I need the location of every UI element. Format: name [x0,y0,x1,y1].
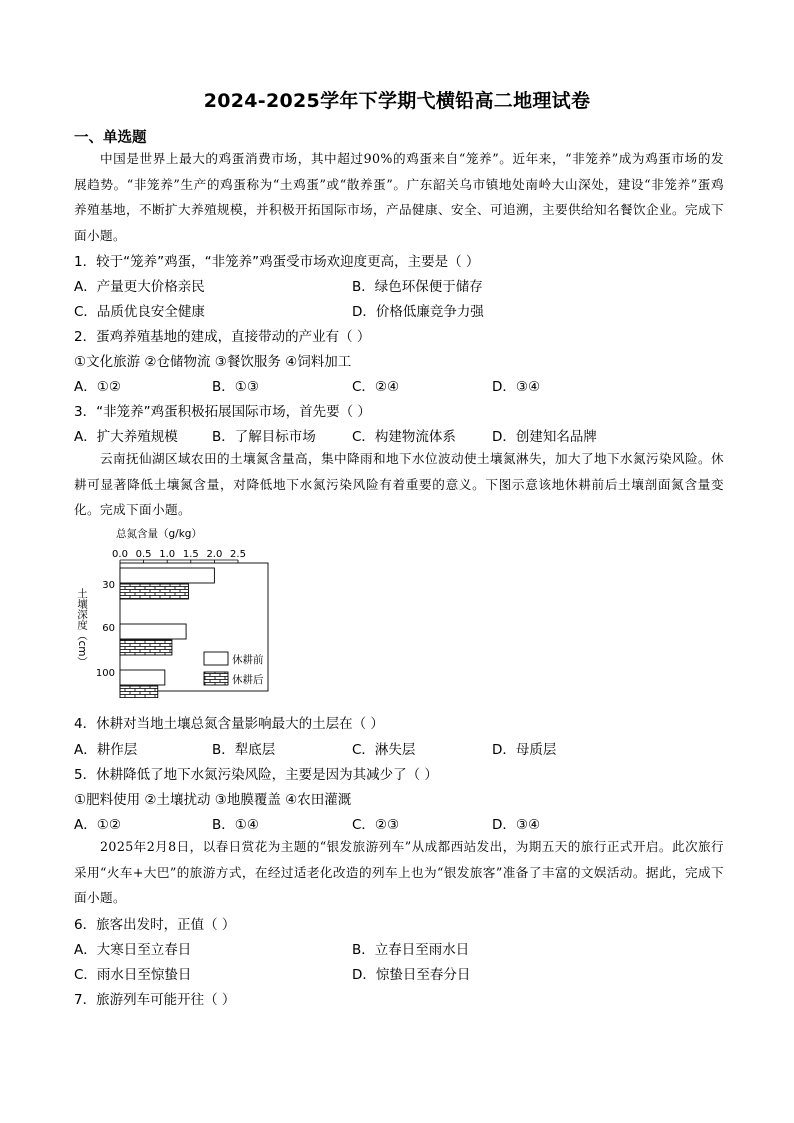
x-tick-label: 1.5 [182,549,199,560]
question-4-stem: 4．休耕对当地土壤总氮含量影响最大的土层在（ ） [74,716,384,732]
legend-label-after: 休耕后 [232,674,264,686]
question-6-stem: 6．旅客出发时，正值（ ） [74,917,236,933]
question-6-option-a[interactable]: A．大寒日至立春日 [74,942,192,958]
question-2-option-a[interactable]: A．①② [74,379,121,395]
x-tick-label: 2.5 [230,549,246,560]
x-tick-label: 0.0 [112,549,128,560]
question-2-option-d[interactable]: D．③④ [492,379,541,395]
question-5-option-d[interactable]: D．③④ [492,817,541,833]
bar-before-depth-60 [120,624,186,639]
bar-before-depth-30 [120,568,214,583]
passage-soil-nitrogen: 云南抚仙湖区域农田的土壤氮含量高，集中降雨和地下水位波动使土壤氮淋失，加大了地下水氮污染风险。休耕可显著降低土壤氮含量，对降低地下水氮污染风险有着重要的意义。下图示意该地休耕前后土壤剖面氮含量变化。完成下面小题。 [74,451,724,517]
y-tick-label: 60 [102,623,115,634]
passage-silver-train: 2025年2月8日，以春日赏花为主题的“银发旅游列车”从成都西站发出，为期五天的旅行正式开启。此次旅行采用“火车+大巴”的旅游方式，在经过适老化改造的列车上也为“银发旅客”准备了丰富的文娱活动。据此，完成下面小题。 [74,839,724,905]
soil-nitrogen-chart [70,526,300,698]
question-2-option-c[interactable]: C．②④ [352,379,400,395]
x-tick-label: 0.5 [135,549,152,560]
question-5-option-a[interactable]: A．①② [74,817,121,833]
y-tick-label: 30 [102,580,115,591]
question-1-stem: 1．较于“笼养”鸡蛋，“非笼养”鸡蛋受市场欢迎度更高，主要是（ ） [74,254,480,270]
question-1-option-a[interactable]: A．产量更大价格亲民 [74,279,205,295]
question-5-items: ①肥料使用 ②土壤扰动 ③地膜覆盖 ④农田灌溉 [74,792,352,808]
question-4-option-b[interactable]: B．犁底层 [212,742,276,758]
x-tick-label: 1.0 [159,549,176,560]
legend-swatch-after [204,672,228,685]
bar-before-depth-100 [120,670,165,685]
question-3-option-d[interactable]: D．创建知名品牌 [492,429,597,445]
question-3-stem: 3．“非笼养”鸡蛋积极拓展国际市场，首先要（ ） [74,404,371,420]
question-5-stem: 5．休耕降低了地下水氮污染风险，主要是因为其减少了（ ） [74,767,438,783]
bar-after-depth-60 [120,640,172,655]
bar-after-depth-30 [120,584,188,599]
question-2-option-b[interactable]: B．①③ [212,379,259,395]
question-6-option-d[interactable]: D．惊蛰日至春分日 [352,967,471,983]
question-5-option-b[interactable]: B．①④ [212,817,259,833]
bar-after-depth-100 [120,686,158,698]
question-1-option-b[interactable]: B．绿色环保便于储存 [352,279,483,295]
chart-title: 总氮含量（g/kg） [116,528,202,540]
question-2-items: ①文化旅游 ②仓储物流 ③餐饮服务 ④饲料加工 [74,354,352,370]
x-tick-label: 2.0 [206,549,223,560]
page-title: 2024-2025学年下学期弋横铅高二地理试卷 [203,90,591,112]
legend-swatch-before [204,652,228,665]
question-7-stem: 7．旅游列车可能开往（ ） [74,992,236,1008]
question-3-option-c[interactable]: C．构建物流体系 [352,429,456,445]
legend-label-before: 休耕前 [232,654,264,666]
y-axis-label: 土壤深度（cm） [76,588,88,668]
question-1-option-d[interactable]: D．价格低廉竞争力强 [352,304,484,320]
question-6-option-b[interactable]: B．立春日至雨水日 [352,942,470,958]
question-4-option-c[interactable]: C．淋失层 [352,742,416,758]
question-3-option-a[interactable]: A．扩大养殖规模 [74,429,178,445]
section-heading: 一、单选题 [74,130,147,146]
y-tick-label: 100 [95,668,115,679]
question-1-option-c[interactable]: C．品质优良安全健康 [74,304,205,320]
question-2-stem: 2．蛋鸡养殖基地的建成，直接带动的产业有（ ） [74,329,371,345]
question-6-option-c[interactable]: C．雨水日至惊蛰日 [74,967,192,983]
question-5-option-c[interactable]: C．②③ [352,817,400,833]
passage-eggs: 中国是世界上最大的鸡蛋消费市场，其中超过90%的鸡蛋来自“笼养”。近年来，“非笼养”成为鸡蛋市场的发展趋势。“非笼养”生产的鸡蛋称为“土鸡蛋”或“散养蛋”。广东韶关乌市镇地处南岭大山深处，建设“非笼养”蛋鸡养殖基地，不断扩大养殖规模，并积极开拓国际市场，产品健康、安全、可追溯，主要供给知名餐饮企业。完成下面小题。 [74,151,724,243]
question-4-option-a[interactable]: A．耕作层 [74,742,138,758]
question-4-option-d[interactable]: D．母质层 [492,742,557,758]
question-3-option-b[interactable]: B．了解目标市场 [212,429,316,445]
